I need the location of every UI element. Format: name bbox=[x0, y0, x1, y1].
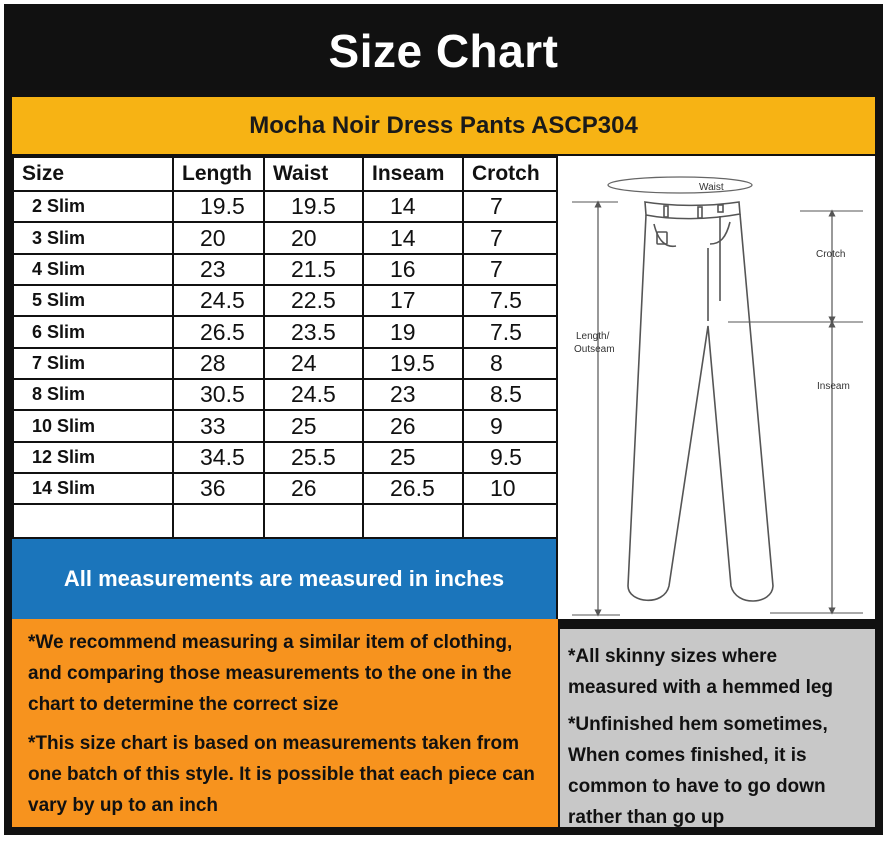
table-row bbox=[13, 379, 557, 410]
size-cell: 4 Slim bbox=[13, 254, 173, 285]
crotch-cell: 9.5 bbox=[463, 442, 557, 473]
crotch-cell: 7.5 bbox=[463, 285, 557, 316]
crotch-label: Crotch bbox=[816, 249, 846, 260]
chart-title: Size Chart bbox=[4, 4, 883, 97]
length-cell: 28 bbox=[173, 348, 264, 379]
waist-cell: 23.5 bbox=[264, 316, 363, 347]
pants-illustration bbox=[558, 156, 875, 619]
waist-cell: 25 bbox=[264, 410, 363, 441]
crotch-cell: 7 bbox=[463, 191, 557, 222]
inseam-cell: 23 bbox=[363, 379, 463, 410]
waist-cell: 21.5 bbox=[264, 254, 363, 285]
waist-cell: 20 bbox=[264, 222, 363, 253]
empty-cell bbox=[13, 504, 173, 538]
waist-cell: 24 bbox=[264, 348, 363, 379]
table-row bbox=[13, 254, 557, 285]
waist-cell: 26 bbox=[264, 473, 363, 504]
waist-cell: 24.5 bbox=[264, 379, 363, 410]
table-row-empty bbox=[13, 504, 557, 538]
table-row bbox=[13, 316, 557, 347]
length-cell: 33 bbox=[173, 410, 264, 441]
length-cell: 30.5 bbox=[173, 379, 264, 410]
table-row bbox=[13, 410, 557, 441]
crotch-cell: 7 bbox=[463, 222, 557, 253]
header-inseam: Inseam bbox=[363, 157, 463, 191]
length-cell: 34.5 bbox=[173, 442, 264, 473]
header-waist: Waist bbox=[264, 157, 363, 191]
crotch-cell: 7 bbox=[463, 254, 557, 285]
note-recommend: *We recommend measuring a similar item of clothing, and comparing those measurements to the one in the chart to determine the correct size bbox=[28, 632, 513, 715]
table-row bbox=[13, 285, 557, 316]
crotch-cell: 8.5 bbox=[463, 379, 557, 410]
inseam-cell: 16 bbox=[363, 254, 463, 285]
length-cell: 19.5 bbox=[173, 191, 264, 222]
empty-cell bbox=[463, 504, 557, 538]
inseam-cell: 25 bbox=[363, 442, 463, 473]
crotch-cell: 10 bbox=[463, 473, 557, 504]
waist-cell: 25.5 bbox=[264, 442, 363, 473]
waist-cell: 22.5 bbox=[264, 285, 363, 316]
crotch-cell: 7.5 bbox=[463, 316, 557, 347]
size-chart bbox=[4, 4, 883, 835]
header-size: Size bbox=[13, 157, 173, 191]
size-table bbox=[12, 156, 558, 539]
note-skinny: *All skinny sizes where measured with a hemmed leg bbox=[568, 646, 834, 698]
table-row bbox=[13, 191, 557, 222]
inseam-cell: 19.5 bbox=[363, 348, 463, 379]
length-measure bbox=[572, 202, 620, 615]
measuring-notes bbox=[12, 619, 558, 827]
header-crotch: Crotch bbox=[463, 157, 557, 191]
inseam-cell: 19 bbox=[363, 316, 463, 347]
pants-icon bbox=[628, 202, 773, 601]
header-length: Length bbox=[173, 157, 264, 191]
size-cell: 8 Slim bbox=[13, 379, 173, 410]
length-cell: 36 bbox=[173, 473, 264, 504]
length-label: Length/ bbox=[576, 331, 610, 342]
waist-cell: 19.5 bbox=[264, 191, 363, 222]
inseam-cell: 17 bbox=[363, 285, 463, 316]
units-note: All measurements are measured in inches bbox=[12, 539, 556, 619]
note-batch: *This size chart is based on measurements taken from one batch of this style. It is possible that each piece can vary by up to an inch bbox=[28, 733, 535, 816]
length-cell: 23 bbox=[173, 254, 264, 285]
product-name: Mocha Noir Dress Pants ASCP304 bbox=[12, 97, 875, 156]
crotch-cell: 9 bbox=[463, 410, 557, 441]
crotch-cell: 8 bbox=[463, 348, 557, 379]
size-cell: 14 Slim bbox=[13, 473, 173, 504]
length-cell: 20 bbox=[173, 222, 264, 253]
outseam-label: Outseam bbox=[574, 344, 615, 355]
inseam-label: Inseam bbox=[817, 381, 850, 392]
table-row bbox=[13, 473, 557, 504]
hem-notes bbox=[560, 629, 875, 827]
note-unfinished-hem: *Unfinished hem sometimes, When comes finished, it is common to have to go down rather than go up bbox=[568, 714, 828, 828]
length-cell: 26.5 bbox=[173, 316, 264, 347]
empty-cell bbox=[264, 504, 363, 538]
waist-measure bbox=[608, 177, 752, 193]
size-cell: 10 Slim bbox=[13, 410, 173, 441]
length-cell: 24.5 bbox=[173, 285, 264, 316]
table-row bbox=[13, 348, 557, 379]
size-cell: 12 Slim bbox=[13, 442, 173, 473]
inseam-cell: 26.5 bbox=[363, 473, 463, 504]
inseam-cell: 14 bbox=[363, 222, 463, 253]
pants-diagram bbox=[558, 156, 875, 619]
size-cell: 7 Slim bbox=[13, 348, 173, 379]
size-cell: 2 Slim bbox=[13, 191, 173, 222]
table-row bbox=[13, 222, 557, 253]
inseam-cell: 14 bbox=[363, 191, 463, 222]
size-cell: 3 Slim bbox=[13, 222, 173, 253]
table-row bbox=[13, 442, 557, 473]
inseam-cell: 26 bbox=[363, 410, 463, 441]
size-cell: 6 Slim bbox=[13, 316, 173, 347]
empty-cell bbox=[363, 504, 463, 538]
empty-cell bbox=[173, 504, 264, 538]
waist-label: Waist bbox=[699, 182, 724, 193]
table-body bbox=[13, 191, 557, 538]
table-header-row bbox=[13, 157, 557, 191]
size-cell: 5 Slim bbox=[13, 285, 173, 316]
inseam-measure bbox=[770, 324, 863, 613]
